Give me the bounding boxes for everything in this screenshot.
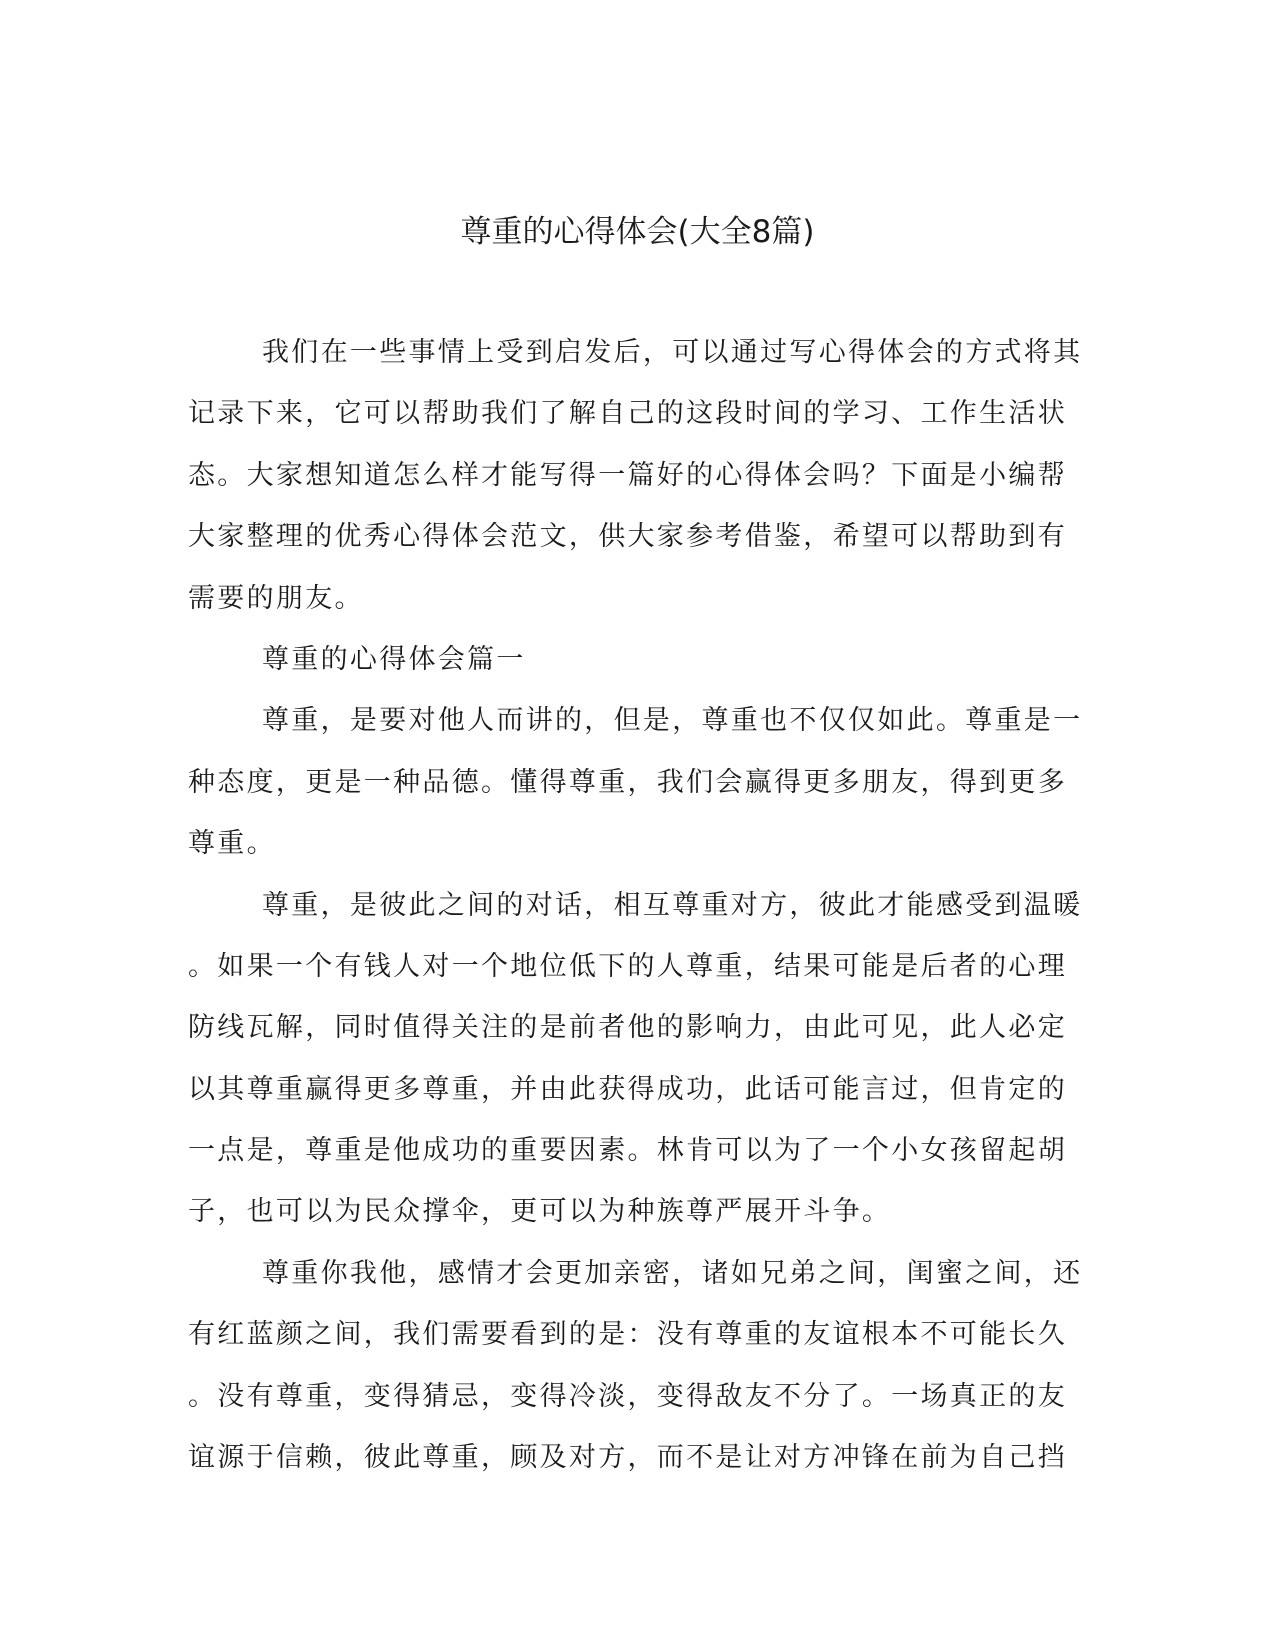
text-line: 需要的朋友。 <box>188 582 364 614</box>
document-body <box>188 322 1083 1488</box>
text-line: 一点是，尊重是他成功的重要因素。林肯可以为了一个小女孩留起胡 <box>188 1135 1067 1167</box>
text-line: 尊重你我他，感情才会更加亲密，诸如兄弟之间，闺蜜之间，还 <box>262 1257 1083 1289</box>
text-line: 有红蓝颜之间，我们需要看到的是：没有尊重的友谊根本不可能长久 <box>188 1319 1067 1351</box>
text-line: 记录下来，它可以帮助我们了解自己的这段时间的学习、工作生活状 <box>188 398 1067 430</box>
text-line: 。如果一个有钱人对一个地位低下的人尊重，结果可能是后者的心理 <box>188 950 1067 982</box>
text-line: 尊重，是彼此之间的对话，相互尊重对方，彼此才能感受到温暖 <box>262 889 1083 921</box>
text-line: 大家整理的优秀心得体会范文，供大家参考借鉴，希望可以帮助到有 <box>188 521 1067 553</box>
text-line: 态。大家想知道怎么样才能写得一篇好的心得体会吗？下面是小编帮 <box>188 459 1067 491</box>
section-heading: 尊重的心得体会篇一 <box>262 643 526 675</box>
text-line: 以其尊重赢得更多尊重，并由此获得成功，此话可能言过，但肯定的 <box>188 1073 1067 1105</box>
text-line: 尊重，是要对他人而讲的，但是，尊重也不仅仅如此。尊重是一 <box>262 705 1083 737</box>
text-line: 。没有尊重，变得猜忌，变得冷淡，变得敌友不分了。一场真正的友 <box>188 1380 1067 1412</box>
text-line: 尊重。 <box>188 828 276 860</box>
text-line: 我们在一些事情上受到启发后，可以通过写心得体会的方式将其 <box>262 337 1083 368</box>
text-line: 谊源于信赖，彼此尊重，顾及对方，而不是让对方冲锋在前为自己挡 <box>188 1442 1067 1474</box>
text-line: 种态度，更是一种品德。懂得尊重，我们会赢得更多朋友，得到更多 <box>188 766 1067 798</box>
document-title: 尊重的心得体会(大全8篇) <box>460 214 815 250</box>
text-line: 子，也可以为民众撑伞，更可以为种族尊严展开斗争。 <box>188 1196 892 1228</box>
text-line: 防线瓦解，同时值得关注的是前者他的影响力，由此可见，此人必定 <box>188 1012 1067 1044</box>
